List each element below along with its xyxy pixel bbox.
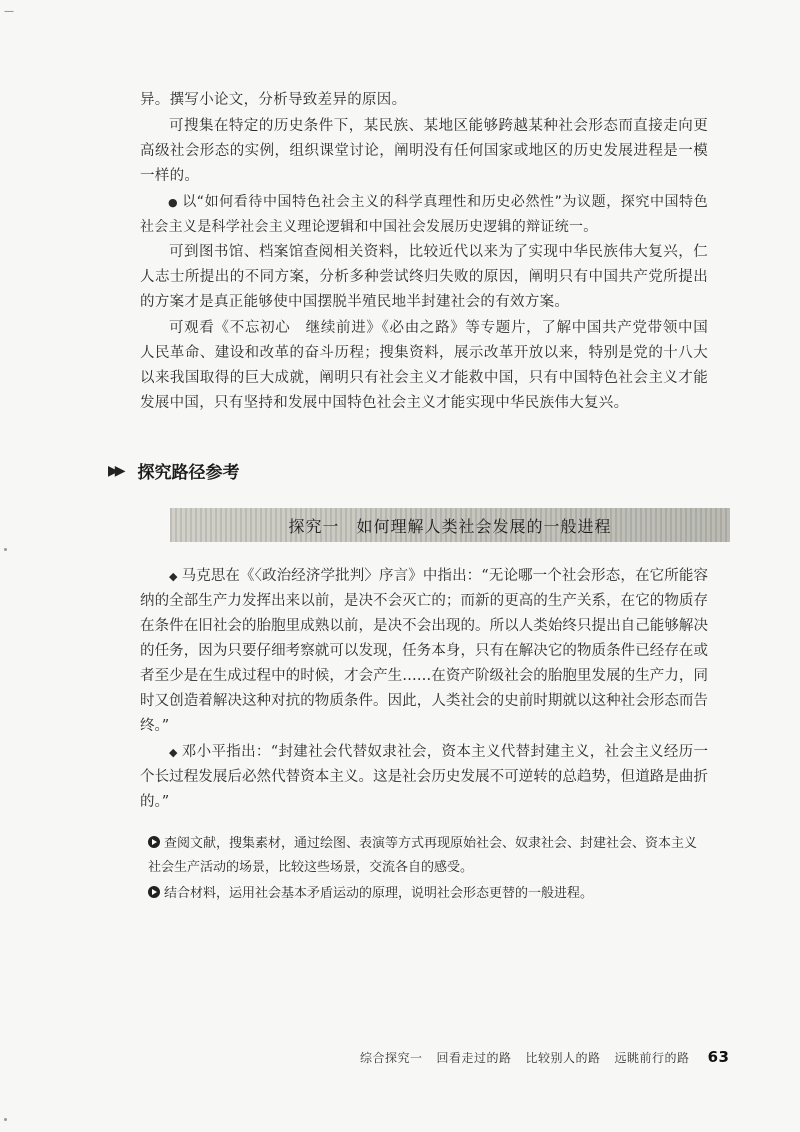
inquiry-banner xyxy=(170,508,730,542)
double-arrow-icon: ▶▶ xyxy=(108,462,122,479)
section-heading xyxy=(108,458,240,483)
paragraph-topic-2 xyxy=(140,190,708,240)
play-circle-icon xyxy=(148,836,160,848)
task-item-2 xyxy=(148,882,708,906)
scan-corner-mark: — xyxy=(4,6,14,17)
diamond-bullet-icon: ◆ xyxy=(169,570,178,583)
page-footer xyxy=(360,1048,729,1066)
quote-marx-text: 马克思在《〈政治经济学批判〉序言》中指出：“无论哪一个社会形态，在它所能容纳的全部生产力发挥出来以前，是决不会灭亡的；而新的更高的生产关系，在它的物质存在条件在旧社会的胎胞里成熟以前，是决不会出现的。所以人类始终只提出自己能够解决的任务，因为只要仔细考察就可以发现，任务本身，只有在解决它的物质条件已经存在或者至少是在生成过程中的时候，才会产生……在资产阶级社会的胎胞里发展的生产力，同时又创造着解决这种对抗的物质条件。因此，人类社会的史前时期就以这种社会形态而告终。” xyxy=(140,568,708,734)
scan-margin-dot xyxy=(4,1118,7,1121)
page-number: 63 xyxy=(707,1048,730,1066)
task-1-text: 查阅文献，搜集素材，通过绘图、表演等方式再现原始社会、奴隶社会、封建社会、资本主义社会生产活动的场景，比较这些场景，交流各自的感受。 xyxy=(148,836,698,875)
paragraph-suggestion-1: 可搜集在特定的历史条件下，某民族、某地区能够跨越某种社会形态而直接走向更高级社会形态的实例，组织课堂讨论，阐明没有任何国家或地区的历史发展进程是一模一样的。 xyxy=(140,118,708,184)
scan-margin-dot xyxy=(4,548,7,551)
footer-chapter: 综合探究一 xyxy=(360,1051,423,1065)
footer-title-2: 比较别人的路 xyxy=(525,1051,601,1065)
paragraph-suggestion-2: 可到图书馆、档案馆查阅相关资料，比较近代以来为了实现中华民族伟大复兴，仁人志士所提出的不同方案，分析多种尝试终归失败的原因，阐明只有中国共产党所提出的方案才是真正能够使中国摆脱半殖民地半封建社会的有效方案。 xyxy=(140,244,708,310)
paragraph-suggestion-3: 可观看《不忘初心 继续前进》《必由之路》等专题片，了解中国共产党带领中国人民革命、建设和改革的奋斗历程；搜集资料，展示改革开放以来，特别是党的十八大以来我国取得的巨大成就，阐明只有社会主义才能救中国，只有中国特色社会主义才能发展中国，只有坚持和发展中国特色社会主义才能实现中华民族伟大复兴。 xyxy=(140,320,708,411)
section-heading-text: 探究路径参考 xyxy=(137,463,240,483)
task-2-text: 结合材料，运用社会基本矛盾运动的原理，说明社会形态更替的一般进程。 xyxy=(164,886,594,901)
quote-deng-text: 邓小平指出：“封建社会代替奴隶社会，资本主义代替封建主义，社会主义经历一个长过程发展后必然代替资本主义。这是社会历史发展不可逆转的总趋势，但道路是曲折的。” xyxy=(140,744,708,810)
diamond-bullet-icon: ◆ xyxy=(169,746,178,759)
play-circle-icon xyxy=(148,886,160,898)
bullet-icon: ● xyxy=(168,196,179,209)
quote-deng xyxy=(140,740,708,815)
topic-2-text: 以“如何看待中国特色社会主义的科学真理性和历史必然性”为议题，探究中国特色社会主义是科学社会主义理论逻辑和中国社会发展历史逻辑的辩证统一。 xyxy=(140,194,708,235)
inquiry-banner-title: 探究一 如何理解人类社会发展的一般进程 xyxy=(288,517,612,536)
quote-marx xyxy=(140,564,708,739)
footer-title-3: 远眺前行的路 xyxy=(614,1051,690,1065)
task-item-1 xyxy=(148,832,708,880)
footer-title-1: 回看走过的路 xyxy=(436,1051,512,1065)
paragraph-continuation: 异。撰写小论文，分析导致差异的原因。 xyxy=(140,92,407,108)
